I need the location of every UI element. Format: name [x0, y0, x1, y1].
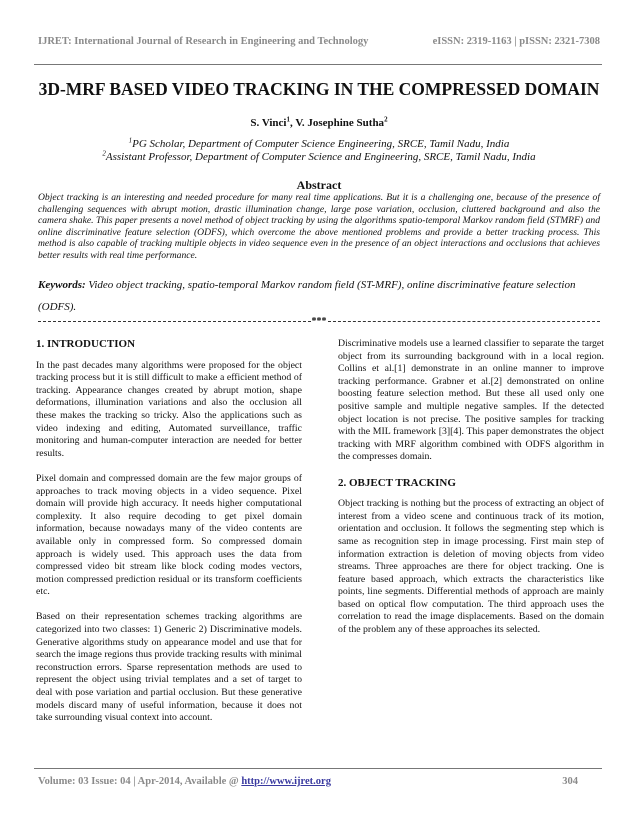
page-footer — [38, 776, 578, 787]
affiliation-2-text: Assistant Professor, Department of Computer Science and Engineering, SRCE, Tamil Nadu, India — [105, 151, 536, 163]
header-divider — [34, 64, 602, 65]
intro-paragraph-3: Based on their representation schemes tracking algorithms are categorized into two classes: 1) Generic 2) Discriminative models. Generative algorithms study on appearance model and use that for search the image regions thus provide tracking results with minimal reconstruction errors. Sparse representation methods are used to represent the object using trivial templates and a set of target to deal with pose variation and partial occlusion. But these generative models discard many of useful information, because it does not take surrounding visual context into account. — [36, 611, 302, 724]
issn-info: eISSN: 2319-1163 | pISSN: 2321-7308 — [432, 36, 600, 47]
intro-continuation: Discriminative models use a learned classifier to separate the target object from its surrounding background with in a local region. Collins et al.[1] demonstrate in an online manner to improve tracking performance. Grabner et al.[2] demonstrated on online boosting feature selection method. But these all used only one positive sample and multiple negative samples. If the detected object location is not precise. The positive samples for tracking with the MIL framework [3][4]. This paper demonstrates the object tracking with MRF algorithm combined with ODFS algorithm in the compresses domain. — [338, 338, 604, 463]
intro-paragraph-1: In the past decades many algorithms were proposed for the object tracking process but it is still difficult to make a efficient method of tracking. Appearance changes created by abrupt motion, shape deformations, illumination variations and also the occlusion all these makes the tracking so tricky. Also the applications such as video indexing and editing, Automated surveillance, traffic monitoring and human-computer interaction are needed for better results. — [36, 359, 302, 459]
affiliation-2 — [0, 151, 638, 163]
author-1-sup: 1 — [286, 115, 290, 124]
footer-volume-text: Volume: 03 Issue: 04 | Apr-2014, Available @ — [38, 776, 242, 787]
intro-paragraph-2: Pixel domain and compressed domain are the few major groups of approaches to track moving objects in a video sequence. Pixel domain will provide high accuracy. It needs higher computational complexity. It also require decoding to get pixel domain information, because nowadays many of the video contents are available only in compressed form. So compressed domain approach is widely used. This approach uses the data from compressed video bit stream like block coding modes vectors, motion compressed prediction residual or its transform coefficients etc. — [36, 472, 302, 598]
author-1: S. Vinci — [250, 117, 287, 129]
journal-name: IJRET: International Journal of Research in Engineering and Technology — [38, 36, 369, 47]
paper-title: 3D-MRF BASED VIDEO TRACKING IN THE COMPRESSED DOMAIN — [38, 79, 600, 99]
separator-dash-left — [38, 321, 311, 322]
footer-divider — [34, 768, 602, 769]
right-column — [338, 338, 604, 649]
running-header — [38, 36, 600, 47]
author-separator: , — [290, 117, 296, 129]
affiliation-1 — [0, 138, 638, 150]
author-2: V. Josephine Sutha — [295, 117, 385, 129]
abstract-body: Object tracking is an interesting and needed procedure for many real time applications. But it is a challenging one, because of the presence of challenging sequences with abrupt motion, drastic illumination change, large pose variation, occlusion, cluttered background and also the camera shake. This paper presents a novel method of object tracking by using the algorithms spatio-temporal Markov random field (STMRF) and online discriminative feature selection (ODFS), which overcome the above mentioned problems and provide a better tracking process. This method is also capable of tracking multiple objects in video sequence even in the presence of an object interactions and occlusions that achieves better results with real time performance. — [38, 192, 600, 261]
left-column — [36, 338, 302, 737]
tracking-paragraph-1: Object tracking is nothing but the process of extracting an object of interest from a video scene and continuous track of its motion, orientation and occlusion. It follows the segmenting step which is same as recognition step in image processing. First main step of information extraction is deletion of moving objects from video streams. Three approaches are there for object tracking. One is feature based approach, which extracts the characteristics like points, line segments. Differential methods of approach are mainly based on optical flow computation. The third approach uses the correlation to read the image displacements. Based on the domain of the problem any of these approaches its selected. — [338, 498, 604, 636]
intro-heading: 1. INTRODUCTION — [36, 338, 136, 350]
footer-volume — [38, 776, 331, 787]
separator-stars: *** — [311, 315, 327, 327]
affiliation-1-sup: 1 — [128, 136, 133, 145]
keywords-text: Video object tracking, spatio-temporal Markov random field (ST-MRF), online discriminative feature selection (ODFS). — [38, 279, 576, 313]
affiliation-2-sup: 2 — [102, 149, 106, 158]
author-2-sup: 2 — [384, 115, 388, 124]
page-number: 304 — [562, 776, 578, 787]
keywords-label: Keywords: — [38, 279, 86, 291]
abstract-heading: Abstract — [296, 178, 342, 192]
keywords — [38, 274, 600, 318]
footer-link[interactable]: http://www.ijret.org — [241, 776, 331, 787]
separator-dash-right — [328, 321, 601, 322]
tracking-heading: 2. OBJECT TRACKING — [338, 476, 456, 489]
author-list — [0, 117, 638, 129]
affiliation-1-text: PG Scholar, Department of Computer Science Engineering, SRCE, Tamil Nadu, India — [132, 138, 510, 150]
section-separator — [38, 315, 600, 327]
